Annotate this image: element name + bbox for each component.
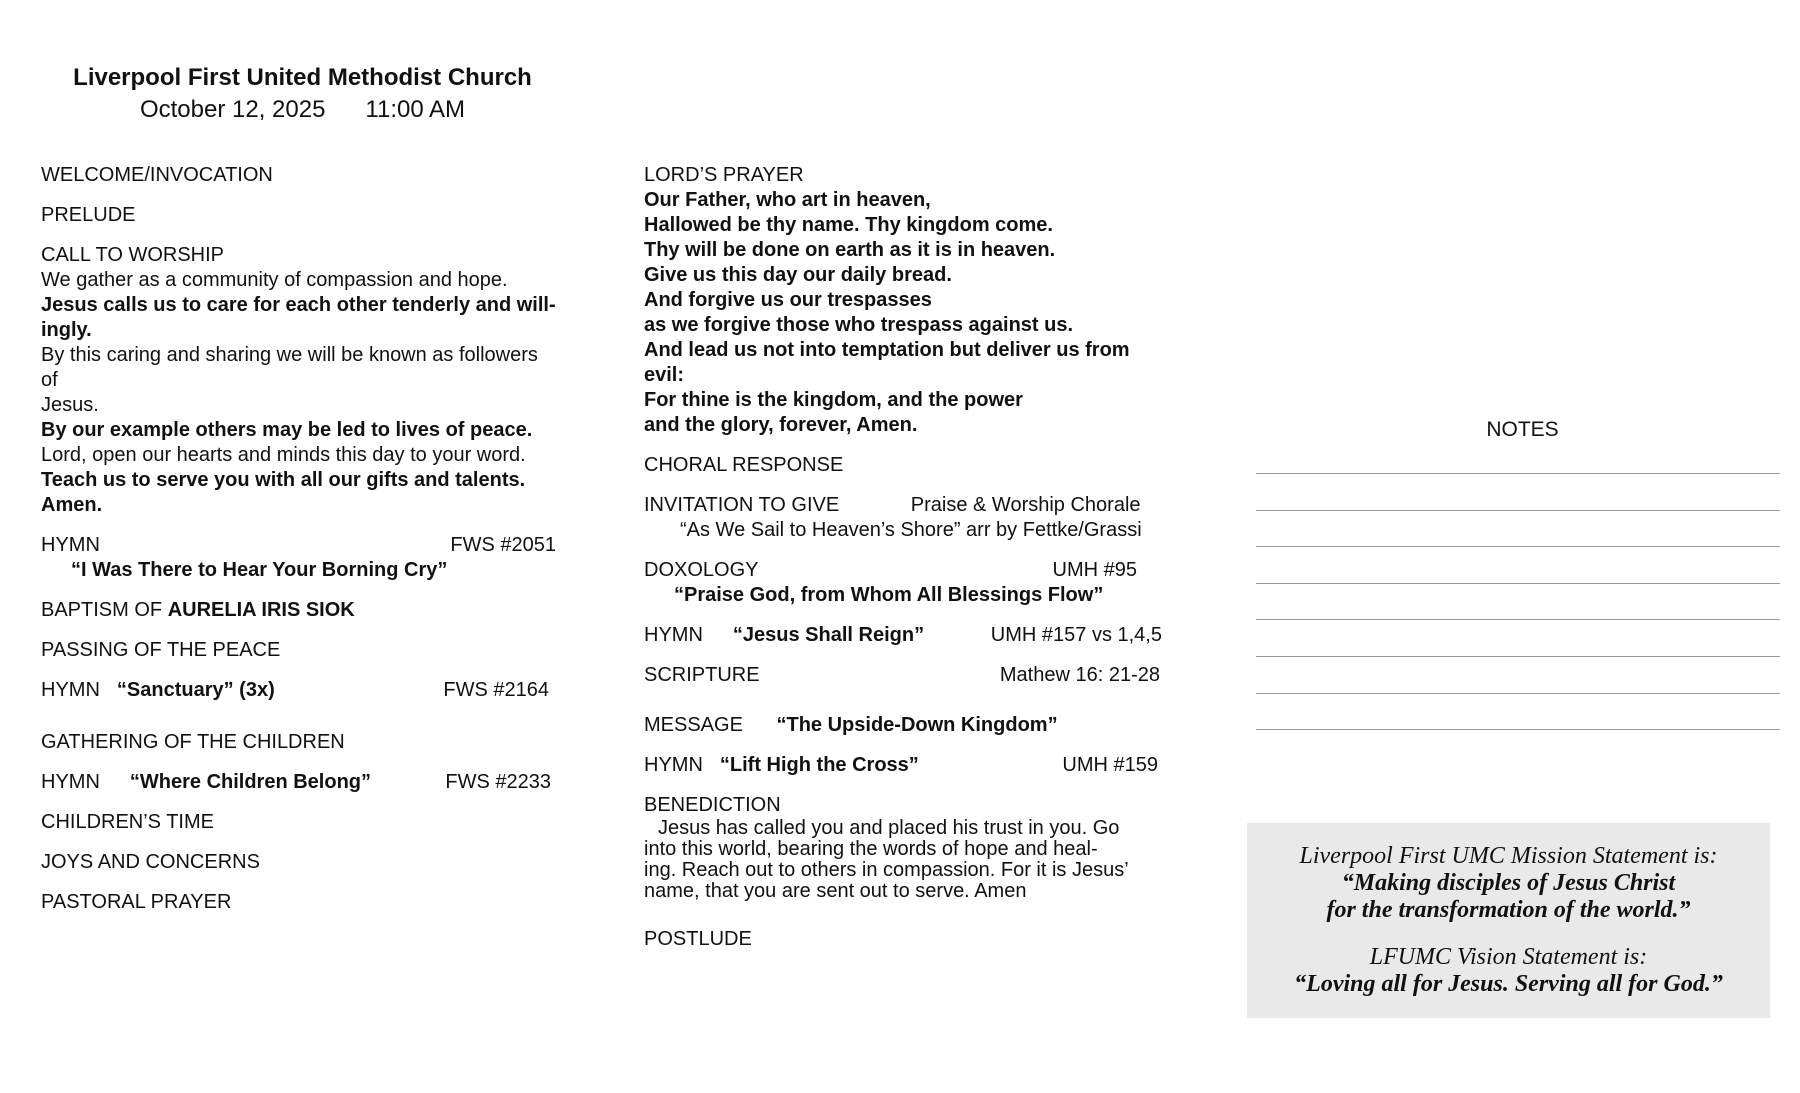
hymn-3-title: “Where Children Belong” [129, 771, 372, 793]
benediction-line: ing. Reach out to others in compassion. For it is Jesus’ [644, 859, 1129, 881]
hymn-2 [41, 678, 549, 703]
lords-prayer-line: and the glory, forever, Amen. [644, 414, 918, 436]
message-label: MESSAGE [644, 714, 743, 736]
childrens-time-item: CHILDREN’S TIME [41, 811, 214, 833]
lords-prayer-line: And forgive us our trespasses [644, 289, 932, 311]
hymn-4-label: HYMN [644, 624, 703, 646]
notes-title: NOTES [1486, 418, 1559, 441]
lords-prayer-line: as we forgive those who trespass against us. [644, 314, 1074, 336]
call-to-worship-line: Jesus. [41, 394, 99, 416]
baptism-label: BAPTISM OF [41, 599, 163, 621]
notes-line [1256, 583, 1780, 584]
pastoral-prayer-item: PASTORAL PRAYER [41, 891, 232, 913]
call-to-worship-line: Teach us to serve you with all our gifts and talents. [41, 469, 526, 491]
hymn-4-title: “Jesus Shall Reign” [732, 624, 925, 646]
call-to-worship-line: We gather as a community of compassion and hope. [41, 269, 508, 291]
lords-prayer-line: For thine is the kingdom, and the power [644, 389, 1023, 411]
benediction-text [644, 818, 1164, 902]
lords-prayer-line: Thy will be done on earth as it is in heaven. [644, 239, 1056, 261]
call-to-worship-line: By our example others may be led to lives of peace. [41, 419, 533, 441]
hymn-1-number: FWS #2051 [450, 534, 556, 556]
invitation-label: INVITATION TO GIVE [644, 494, 840, 516]
message-title: “The Upside-Down Kingdom” [776, 714, 1058, 736]
benediction-line: name, that you are sent out to serve. Amen [644, 880, 1027, 902]
hymn-5-title: “Lift High the Cross” [719, 754, 919, 776]
lords-prayer-line: Our Father, who art in heaven, [644, 189, 931, 211]
scripture-reference: Mathew 16: 21-28 [999, 664, 1160, 686]
lords-prayer-line: And lead us not into temptation but deliver us from [644, 339, 1130, 361]
vision-text: “Loving all for Jesus. Serving all for God.” [1294, 971, 1723, 997]
doxology-number: UMH #95 [1052, 559, 1137, 581]
call-to-worship-line: Lord, open our hearts and minds this day to your word. [41, 444, 526, 466]
service-time: 11:00 AM [365, 96, 466, 123]
notes-line [1256, 729, 1780, 730]
doxology [644, 558, 1164, 608]
hymn-5-label: HYMN [644, 754, 703, 776]
hymn-3-label: HYMN [41, 771, 100, 793]
notes-line [1256, 619, 1780, 620]
hymn-5-number: UMH #159 [1062, 754, 1158, 776]
notes-line [1256, 546, 1780, 547]
notes-line [1256, 656, 1780, 657]
hymn-2-label: HYMN [41, 679, 100, 701]
order-of-worship-left [41, 163, 556, 930]
church-name: Liverpool First United Methodist Church [73, 64, 532, 91]
mission-statement-box [1247, 823, 1770, 1018]
baptism-name: AURELIA IRIS SIOK [167, 599, 355, 621]
message-item [644, 713, 1164, 738]
call-to-worship-line: Amen. [41, 494, 103, 516]
mission-line-1: “Making disciples of Jesus Christ [1341, 870, 1676, 896]
call-to-worship-label: CALL TO WORSHIP [41, 244, 225, 266]
service-datetime [0, 96, 605, 124]
mission-label: Liverpool First UMC Mission Statement is: [1299, 843, 1718, 869]
invitation-piece: “As We Sail to Heaven’s Shore” arr by Fettke/Grassi [680, 519, 1142, 541]
postlude-item: POSTLUDE [644, 928, 752, 950]
call-to-worship-line: ingly. [41, 319, 92, 341]
lords-prayer-label: LORD’S PRAYER [644, 164, 804, 186]
lords-prayer-lines [644, 188, 1164, 438]
prelude-item: PRELUDE [41, 204, 136, 226]
peace-item: PASSING OF THE PEACE [41, 639, 281, 661]
lords-prayer [644, 163, 1164, 438]
benediction-label: BENEDICTION [644, 794, 781, 816]
invitation-performer: Praise & Worship Chorale [910, 494, 1141, 516]
call-to-worship-line: By this caring and sharing we will be known as followers of [41, 344, 538, 391]
hymn-3 [41, 770, 551, 795]
hymn-1-title: “I Was There to Hear Your Borning Cry” [71, 559, 448, 581]
notes-line [1256, 473, 1780, 474]
hymn-4 [644, 623, 1162, 648]
benediction-line: into this world, bearing the words of hope and heal- [644, 838, 1098, 860]
choral-response-item: CHORAL RESPONSE [644, 454, 844, 476]
welcome-item: WELCOME/INVOCATION [41, 164, 273, 186]
hymn-2-number: FWS #2164 [443, 679, 549, 701]
doxology-label: DOXOLOGY [644, 559, 759, 581]
order-of-worship-middle [644, 163, 1164, 967]
joys-item: JOYS AND CONCERNS [41, 851, 260, 873]
lords-prayer-line: Give us this day our daily bread. [644, 264, 952, 286]
notes-line [1256, 693, 1780, 694]
scripture-item [644, 663, 1160, 688]
hymn-1 [41, 533, 556, 583]
call-to-worship [41, 243, 556, 518]
scripture-label: SCRIPTURE [644, 664, 760, 686]
benediction-line: Jesus has called you and placed his trust in you. Go [658, 817, 1120, 839]
hymn-3-number: FWS #2233 [445, 771, 551, 793]
hymn-2-title: “Sanctuary” (3x) [116, 679, 275, 701]
hymn-1-label: HYMN [41, 534, 100, 556]
call-to-worship-lines [41, 268, 556, 518]
lords-prayer-line: evil: [644, 364, 685, 386]
hymn-4-number: UMH #157 vs 1,4,5 [990, 624, 1162, 646]
vision-label: LFUMC Vision Statement is: [1369, 944, 1648, 970]
gathering-item: GATHERING OF THE CHILDREN [41, 731, 345, 753]
hymn-5 [644, 753, 1158, 778]
doxology-title: “Praise God, from Whom All Blessings Flow” [674, 584, 1104, 606]
baptism-item [41, 598, 556, 623]
notes-line [1256, 510, 1780, 511]
call-to-worship-line: Jesus calls us to care for each other tenderly and will- [41, 294, 556, 316]
service-date: October 12, 2025 [139, 96, 326, 123]
benediction [644, 793, 1164, 902]
mission-line-2: for the transformation of the world.” [1326, 897, 1691, 923]
invitation-to-give [644, 493, 1164, 543]
lords-prayer-line: Hallowed be thy name. Thy kingdom come. [644, 214, 1053, 236]
